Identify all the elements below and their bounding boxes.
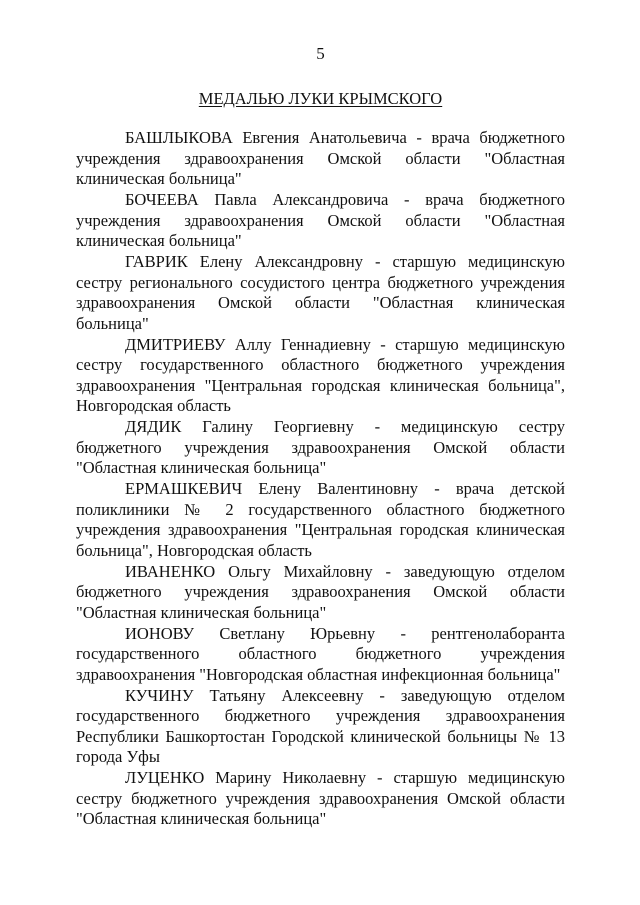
awardee-entry: ИВАНЕНКО Ольгу Михайловну - заведующую отделом бюджетного учреждения здравоохранения Омской области "Областная клиническая больница" <box>76 561 565 622</box>
awardee-entry: ДЯДИК Галину Георгиевну - медицинскую сестру бюджетного учреждения здравоохранения Омской области "Областная клиническая больница" <box>76 417 565 477</box>
award-heading <box>76 89 565 109</box>
award-heading-text: МЕДАЛЬЮ ЛУКИ КРЫМСКОГО <box>198 89 443 108</box>
awardee-entry: ЛУЦЕНКО Марину Николаевну - старшую медицинскую сестру бюджетного учреждения здравоохранения Омской области "Областная клиническая больница" <box>76 768 565 828</box>
awardee-list <box>76 128 565 830</box>
awardee-entry: КУЧИНУ Татьяну Алексеевну - заведующую отделом государственного бюджетного учреждения здравоохранения Республики Башкортостан Городской клинической больницы № 13 города Уфы <box>76 685 565 766</box>
awardee-entry: ГАВРИК Елену Александровну - старшую медицинскую сестру регионального сосудистого центра бюджетного учреждения здравоохранения Омской области "Областная клиническая больница" <box>76 252 565 333</box>
awardee-entry: ДМИТРИЕВУ Аллу Геннадиевну - старшую медицинскую сестру государственного областного бюджетного учреждения здравоохранения "Центральная городская клиническая больница", Новгородская область <box>76 334 565 415</box>
awardee-entry: ЕРМАШКЕВИЧ Елену Валентиновну - врача детской поликлиники № 2 государственного областного бюджетного учреждения здравоохранения "Центральная городская клиническая больница", Новгородская область <box>76 479 565 560</box>
awardee-entry: ИОНОВУ Светлану Юрьевну - рентгенолаборанта государственного областного бюджетного учреждения здравоохранения "Новгородская областная инфекционная больница" <box>76 623 565 684</box>
awardee-entry: БАШЛЫКОВА Евгения Анатольевича - врача бюджетного учреждения здравоохранения Омской области "Областная клиническая больница" <box>76 128 565 188</box>
page-number: 5 <box>316 44 325 63</box>
document-page <box>76 0 565 905</box>
awardee-entry: БОЧЕЕВА Павла Александровича - врача бюджетного учреждения здравоохранения Омской области "Областная клиническая больница" <box>76 190 565 250</box>
